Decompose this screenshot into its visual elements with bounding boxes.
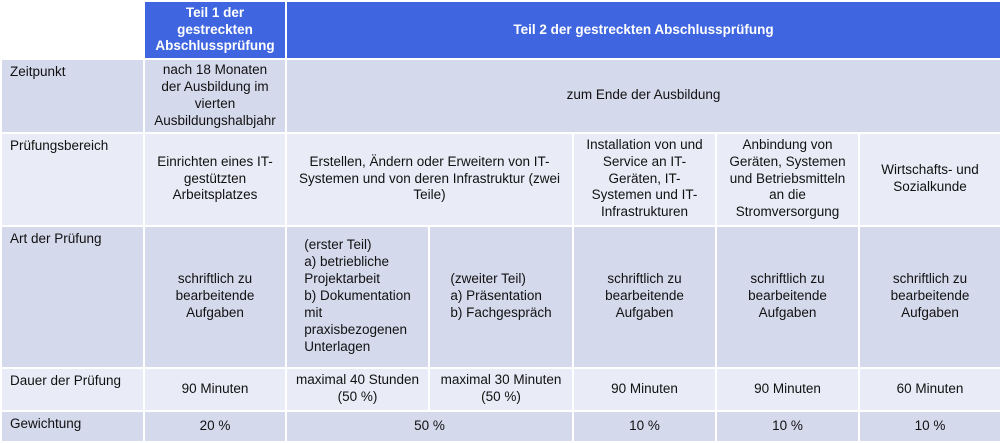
row-pruefungsbereich xyxy=(1,133,1000,226)
row-zeitpunkt xyxy=(1,59,1000,133)
dauer-cell-2a: maximal 40 Stunden (50 %) xyxy=(286,368,429,411)
dauer-cell-3: 90 Minuten xyxy=(573,368,716,411)
row-label-pruefungsbereich: Prüfungsbereich xyxy=(1,133,144,226)
bereich-cell-5: Wirtschafts- und Sozialkunde xyxy=(859,133,1000,226)
header-part1: Teil 1 der gestreckten Abschlussprüfung xyxy=(144,1,286,59)
gewichtung-cell-5: 10 % xyxy=(859,411,1000,442)
row-label-art: Art der Prüfung xyxy=(1,226,144,368)
art-cell-1: schriftlich zu bearbeitende Aufgaben xyxy=(144,226,286,368)
art-cell-2b-text: (zweiter Teil) a) Präsentation b) Fachgespräch xyxy=(450,271,552,320)
row-label-dauer: Dauer der Prüfung xyxy=(1,368,144,411)
bereich-cell-1: Einrichten eines IT- gestützten Arbeitsplatzes xyxy=(144,133,286,226)
gewichtung-cell-3: 10 % xyxy=(573,411,716,442)
art-cell-2b xyxy=(429,226,573,368)
art-cell-2a xyxy=(286,226,429,368)
bereich-cell-4: Anbindung von Geräten, Systemen und Betriebsmitteln an die Stromversorgung xyxy=(716,133,859,226)
row-label-zeitpunkt: Zeitpunkt xyxy=(1,59,144,133)
art-cell-5: schriftlich zu bearbeitende Aufgaben xyxy=(859,226,1000,368)
bereich-cell-2: Erstellen, Ändern oder Erweitern von IT- Systemen und von deren Infrastruktur (zwei Teile) xyxy=(286,133,573,226)
header-corner xyxy=(1,1,144,59)
art-cell-3: schriftlich zu bearbeitende Aufgaben xyxy=(573,226,716,368)
row-art-der-pruefung xyxy=(1,226,1000,368)
row-gewichtung xyxy=(1,411,1000,442)
zeitpunkt-part1: nach 18 Monaten der Ausbildung im vierten Ausbildungshalbjahr xyxy=(144,59,286,133)
dauer-cell-5: 60 Minuten xyxy=(859,368,1000,411)
gewichtung-cell-4: 10 % xyxy=(716,411,859,442)
header-part2: Teil 2 der gestreckten Abschlussprüfung xyxy=(286,1,1000,59)
dauer-cell-4: 90 Minuten xyxy=(716,368,859,411)
dauer-cell-1: 90 Minuten xyxy=(144,368,286,411)
bereich-cell-3: Installation von und Service an IT- Geräten, IT- Systemen und IT- Infrastrukturen xyxy=(573,133,716,226)
art-cell-2a-text: (erster Teil) a) betriebliche Projektarbeit b) Dokumentation mit praxisbezogenen Unterlagen xyxy=(304,237,411,354)
row-dauer xyxy=(1,368,1000,411)
gewichtung-cell-2: 50 % xyxy=(286,411,573,442)
zeitpunkt-part2: zum Ende der Ausbildung xyxy=(286,59,1000,133)
row-label-gewichtung: Gewichtung xyxy=(1,411,144,442)
art-cell-4: schriftlich zu bearbeitende Aufgaben xyxy=(716,226,859,368)
dauer-cell-2b: maximal 30 Minuten (50 %) xyxy=(429,368,573,411)
gewichtung-cell-1: 20 % xyxy=(144,411,286,442)
header-row xyxy=(1,1,1000,59)
